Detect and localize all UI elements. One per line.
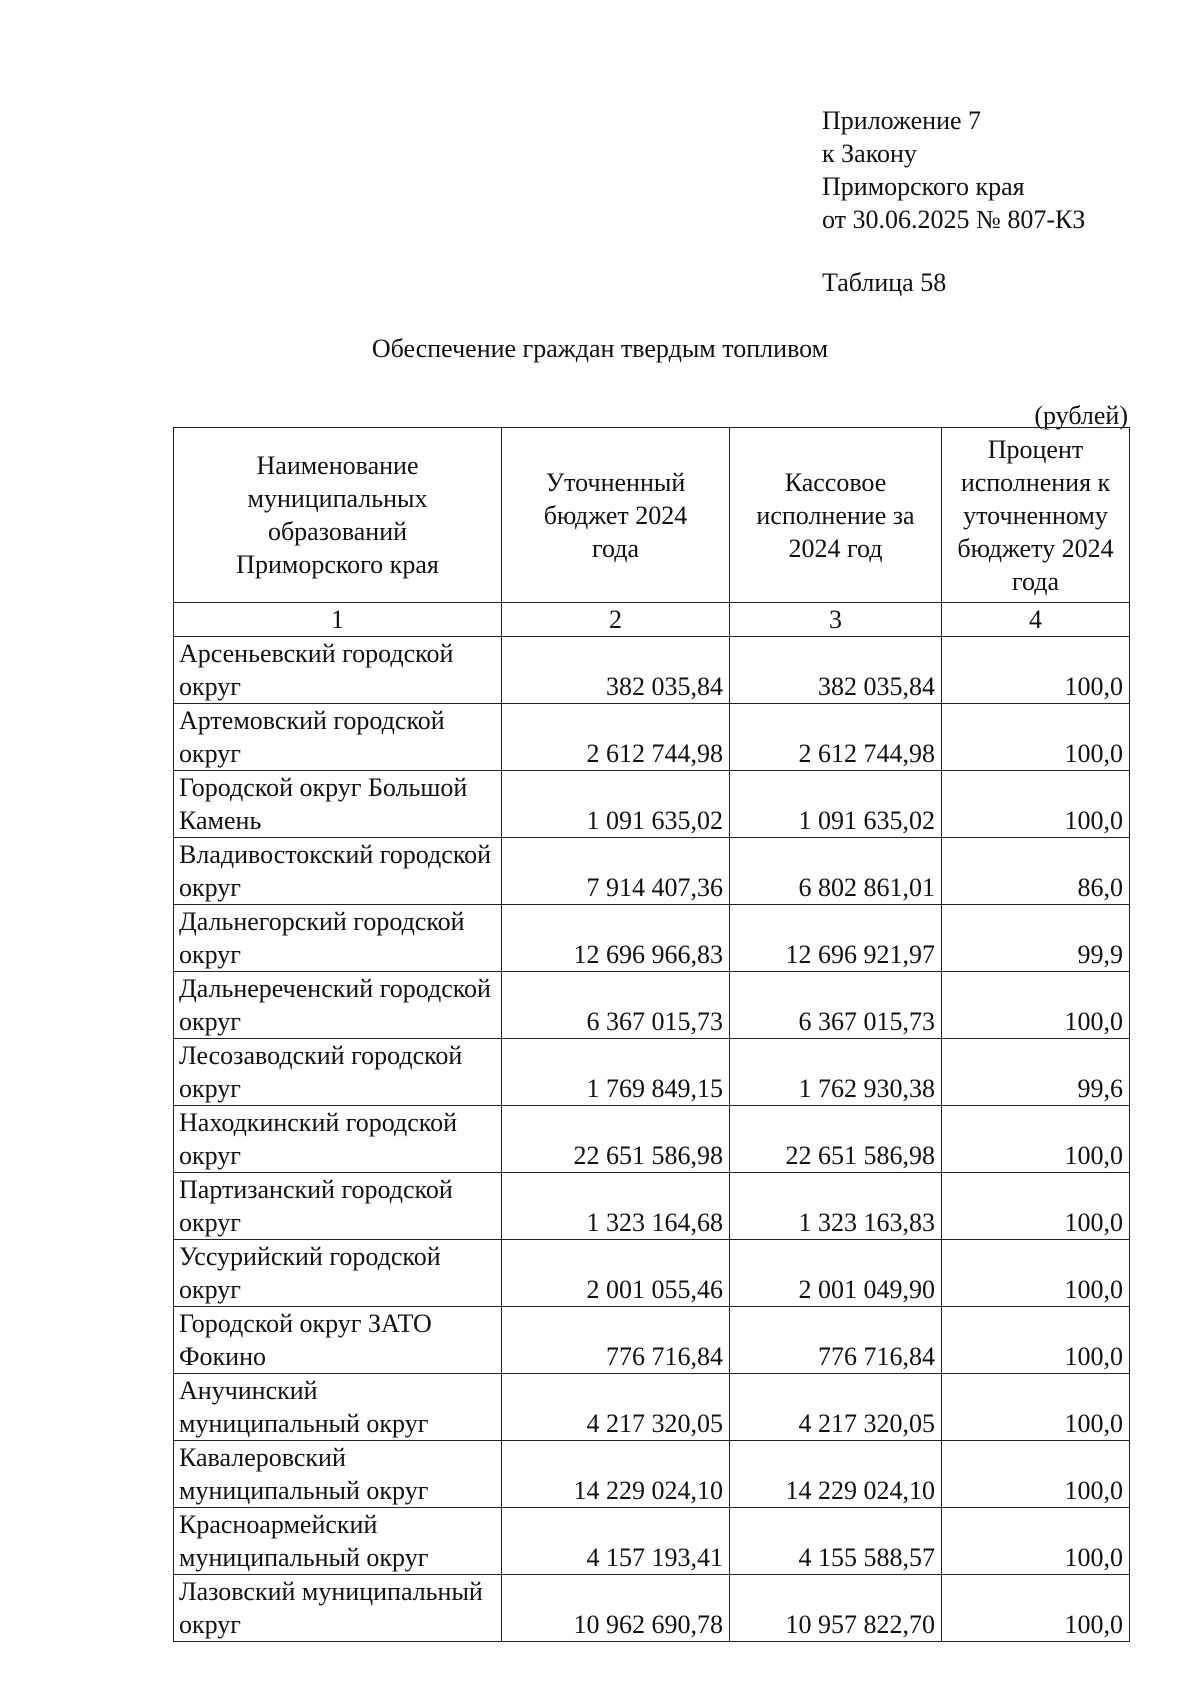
- executed-cell: 6 367 015,73: [730, 972, 942, 1039]
- municipality-name-cell: Владивостокский городской округ: [174, 838, 502, 905]
- municipality-name-cell: Анучинский муниципальный округ: [174, 1374, 502, 1441]
- executed-cell: 2 001 049,90: [730, 1240, 942, 1307]
- percent-cell: 100,0: [942, 972, 1130, 1039]
- municipality-name-cell: Находкинский городской округ: [174, 1106, 502, 1173]
- executed-cell: 22 651 586,98: [730, 1106, 942, 1173]
- column-number: 2: [502, 603, 730, 637]
- appendix-block: [822, 104, 1085, 236]
- municipality-name-cell: Лесозаводский городской округ: [174, 1039, 502, 1106]
- table-row: [174, 771, 1130, 838]
- table-row: [174, 1575, 1130, 1642]
- percent-cell: 99,9: [942, 905, 1130, 972]
- percent-cell: 100,0: [942, 1240, 1130, 1307]
- budget-cell: 6 367 015,73: [502, 972, 730, 1039]
- percent-cell: 100,0: [942, 1441, 1130, 1508]
- appendix-line: от 30.06.2025 № 807-КЗ: [822, 205, 1086, 234]
- executed-cell: 4 155 588,57: [730, 1508, 942, 1575]
- table-row: [174, 838, 1130, 905]
- table-row: [174, 637, 1130, 704]
- table-row: [174, 1173, 1130, 1240]
- budget-cell: 4 217 320,05: [502, 1374, 730, 1441]
- appendix-line: Приложение 7: [822, 106, 982, 135]
- percent-cell: 99,6: [942, 1039, 1130, 1106]
- municipality-name-cell: Городской округ ЗАТО Фокино: [174, 1307, 502, 1374]
- table-row: [174, 704, 1130, 771]
- table-row: [174, 1240, 1130, 1307]
- table-row: [174, 905, 1130, 972]
- budget-cell: 1 091 635,02: [502, 771, 730, 838]
- column-number: 4: [942, 603, 1130, 637]
- municipality-name-cell: Кавалеровский муниципальный округ: [174, 1441, 502, 1508]
- municipality-name-cell: Городской округ Большой Камень: [174, 771, 502, 838]
- executed-cell: 12 696 921,97: [730, 905, 942, 972]
- municipality-name-cell: Артемовский городской округ: [174, 704, 502, 771]
- executed-cell: 6 802 861,01: [730, 838, 942, 905]
- budget-cell: 2 612 744,98: [502, 704, 730, 771]
- percent-cell: 100,0: [942, 1173, 1130, 1240]
- municipality-name-cell: Дальнереченский городской округ: [174, 972, 502, 1039]
- percent-cell: 100,0: [942, 771, 1130, 838]
- budget-cell: 12 696 966,83: [502, 905, 730, 972]
- column-number: 3: [730, 603, 942, 637]
- municipality-name-cell: Дальнегорский городской округ: [174, 905, 502, 972]
- appendix-line: Приморского края: [822, 172, 1025, 201]
- municipality-name-cell: Красноармейский муниципальный округ: [174, 1508, 502, 1575]
- percent-cell: 86,0: [942, 838, 1130, 905]
- executed-cell: 1 323 163,83: [730, 1173, 942, 1240]
- budget-cell: 10 962 690,78: [502, 1575, 730, 1642]
- document-title: Обеспечение граждан твердым топливом: [371, 334, 829, 363]
- executed-cell: 14 229 024,10: [730, 1441, 942, 1508]
- budget-cell: 1 769 849,15: [502, 1039, 730, 1106]
- municipality-name-cell: Арсеньевский городской округ: [174, 637, 502, 704]
- percent-cell: 100,0: [942, 1508, 1130, 1575]
- executed-cell: 10 957 822,70: [730, 1575, 942, 1642]
- column-header-name: Наименование муниципальных образований Приморского края: [174, 428, 502, 603]
- budget-cell: 2 001 055,46: [502, 1240, 730, 1307]
- budget-cell: 14 229 024,10: [502, 1441, 730, 1508]
- percent-cell: 100,0: [942, 1106, 1130, 1173]
- budget-cell: 382 035,84: [502, 637, 730, 704]
- table-row: [174, 1307, 1130, 1374]
- budget-table: [173, 427, 1130, 1642]
- column-number: 1: [174, 603, 502, 637]
- table-row: [174, 1441, 1130, 1508]
- column-header-percent: Процент исполнения к уточненному бюджету 2024 года: [942, 428, 1130, 603]
- table-row: [174, 1374, 1130, 1441]
- appendix-line: к Закону: [822, 139, 917, 168]
- budget-cell: 7 914 407,36: [502, 838, 730, 905]
- table-row: [174, 1508, 1130, 1575]
- executed-cell: 382 035,84: [730, 637, 942, 704]
- budget-cell: 4 157 193,41: [502, 1508, 730, 1575]
- municipality-name-cell: Партизанский городской округ: [174, 1173, 502, 1240]
- executed-cell: 4 217 320,05: [730, 1374, 942, 1441]
- header-row: [174, 428, 1130, 603]
- table-number: Таблица 58: [822, 268, 947, 297]
- percent-cell: 100,0: [942, 704, 1130, 771]
- table-row: [174, 1039, 1130, 1106]
- column-header-executed: Кассовое исполнение за 2024 год: [730, 428, 942, 603]
- executed-cell: 1 762 930,38: [730, 1039, 942, 1106]
- budget-cell: 22 651 586,98: [502, 1106, 730, 1173]
- budget-cell: 776 716,84: [502, 1307, 730, 1374]
- table-row: [174, 1106, 1130, 1173]
- municipality-name-cell: Уссурийский городской округ: [174, 1240, 502, 1307]
- percent-cell: 100,0: [942, 1307, 1130, 1374]
- percent-cell: 100,0: [942, 637, 1130, 704]
- municipality-name-cell: Лазовский муниципальный округ: [174, 1575, 502, 1642]
- executed-cell: 776 716,84: [730, 1307, 942, 1374]
- executed-cell: 2 612 744,98: [730, 704, 942, 771]
- percent-cell: 100,0: [942, 1374, 1130, 1441]
- table-row: [174, 972, 1130, 1039]
- percent-cell: 100,0: [942, 1575, 1130, 1642]
- units-label: (рублей): [1034, 401, 1128, 430]
- column-number-row: [174, 603, 1130, 637]
- executed-cell: 1 091 635,02: [730, 771, 942, 838]
- budget-cell: 1 323 164,68: [502, 1173, 730, 1240]
- column-header-budget: Уточненный бюджет 2024 года: [502, 428, 730, 603]
